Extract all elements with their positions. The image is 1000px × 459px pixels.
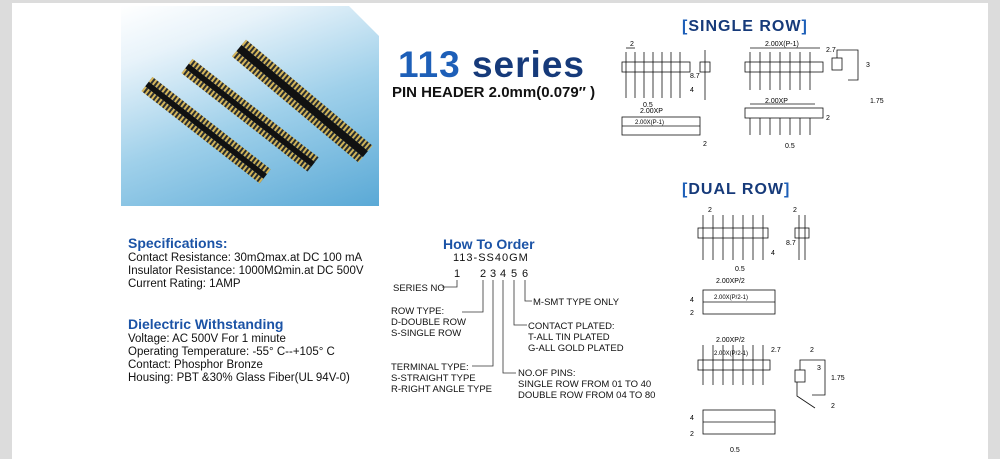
dim-label: 2.00X(P-1) [635,120,665,126]
spec-line: Insulator Resistance: 1000MΩmin.at DC 500V [128,265,364,277]
dim-label: 0.5 [785,143,795,150]
dim-label: 3 [817,365,821,372]
position-marker: 4 [500,268,507,280]
contact-plated-line: T-ALL TIN PLATED [528,332,610,343]
dielectric-line: Contact: Phosphor Bronze [128,359,263,371]
pins-line: NO.OF PINS: [518,368,576,379]
dim-label: 2.00X(P/2-1) [714,351,749,357]
dim-label: 2 [690,310,694,317]
dim-label: 1.75 [870,98,884,105]
how-to-order-heading: How To Order [443,236,535,252]
dim-label: 0.5 [643,102,653,109]
pins-line: SINGLE ROW FROM 01 TO 40 [518,379,652,390]
dim-label: 2 [630,41,634,48]
position-marker: 6 [522,268,529,280]
dim-label: 2 [831,403,835,410]
dim-label: 1.75 [831,375,845,382]
order-code-example: 113-SS40GM [453,252,529,264]
dim-label: 2.00XP [765,98,788,105]
dim-label: 8.7 [786,240,796,247]
row-type-line: ROW TYPE: [391,306,445,317]
dim-label: 2 [708,207,712,214]
pins-line: DOUBLE ROW FROM 04 TO 80 [518,390,656,401]
spec-line: Contact Resistance: 30mΩmax.at DC 100 mA [128,252,363,264]
series-number: 113 [398,44,461,85]
terminal-type-line: S-STRAIGHT TYPE [391,373,476,384]
dual-row-label: [DUAL ROW] [682,181,791,198]
dim-label: 2 [793,207,797,214]
dim-label: 2.7 [826,47,836,54]
position-marker: 5 [511,268,518,280]
dielectric-line: Housing: PBT &30% Glass Fiber(UL 94V-0) [128,372,350,384]
position-marker: 1 [454,268,461,280]
row-type-line: D-DOUBLE ROW [391,317,466,328]
dim-label: 3 [866,62,870,69]
dim-label: 2 [826,115,830,122]
position-marker: 2 [480,268,487,280]
dim-label: 4 [690,415,694,422]
dim-label: 2.00X(P/2-1) [714,295,749,301]
terminal-type-line: TERMINAL TYPE: [391,362,469,373]
dim-label: 0.5 [730,447,740,454]
dim-label: 2.00XP [640,108,663,115]
terminal-type-line: R-RIGHT ANGLE TYPE [391,384,493,395]
contact-plated-line: CONTACT PLATED: [528,321,615,332]
dim-label: 2.00X(P-1) [765,41,799,48]
dim-label: 2 [810,347,814,354]
dim-label: 4 [690,297,694,304]
smt-note: M-SMT TYPE ONLY [533,297,620,308]
product-subtitle: PIN HEADER 2.0mm(0.079″ ) [392,84,596,101]
dim-label: 8.7 [690,73,700,80]
spec-line: Current Rating: 1AMP [128,278,241,290]
specifications-heading: Specifications: [128,235,228,251]
dim-label: 2.7 [771,347,781,354]
position-marker: 3 [490,268,497,280]
dim-label: 0.5 [735,266,745,273]
dielectric-line: Operating Temperature: -55° C--+105° C [128,346,335,358]
contact-plated-line: G-ALL GOLD PLATED [528,343,624,354]
series-word: series [471,44,585,85]
row-type-line: S-SINGLE ROW [391,328,462,339]
single-row-label: [SINGLE ROW] [682,18,808,35]
dim-label: 2.00XP/2 [716,278,745,285]
dim-label: 2 [703,141,707,148]
dim-label: 2.00XP/2 [716,337,745,344]
dim-label: 4 [690,87,694,94]
series-no-label: SERIES NO [393,283,445,294]
dielectric-heading: Dielectric Withstanding [128,316,284,332]
dim-label: 4 [771,250,775,257]
dim-label: 2 [690,431,694,438]
dielectric-line: Voltage: AC 500V For 1 minute [128,333,286,345]
